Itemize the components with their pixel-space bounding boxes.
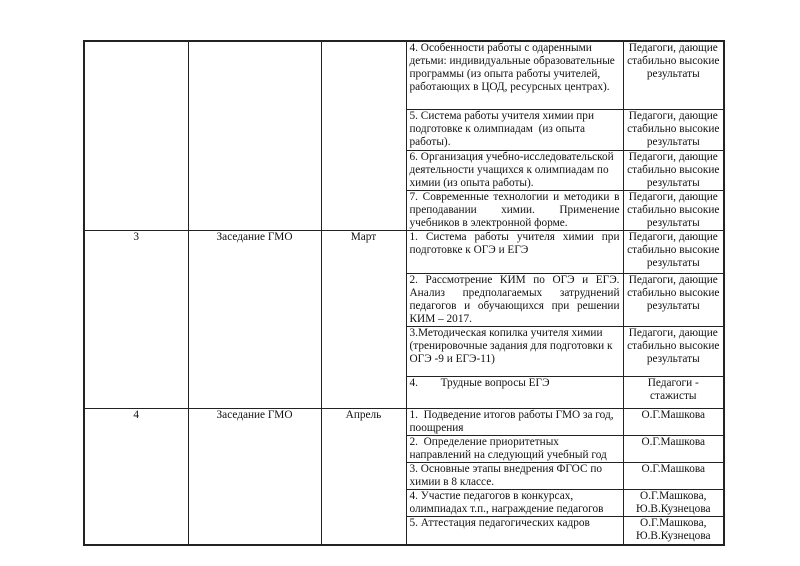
topic-cell: 2. Определение приоритетных направлений на следующий учебный год (406, 435, 623, 462)
topic-cell: 3.Методическая копилка учителя химии (тренировочные задания для подготовки к ОГЭ -9 и ЕГЭ-11) (406, 326, 623, 376)
topic-cell: 3. Основные этапы внедрения ФГОС по химии в 8 классе. (406, 462, 623, 489)
topic-cell: 5. Система работы учителя химии при подготовке к олимпиадам (из опыта работы). (406, 109, 623, 150)
event-cell: Заседание ГМО (188, 408, 321, 545)
month-cell: Март (321, 230, 406, 408)
topic-cell: 1. Подведение итогов работы ГМО за год, поощрения (406, 408, 623, 435)
topic-cell: 7. Современные технологии и методики в преподавании химии. Применение учебников в электронной форме. (406, 190, 623, 230)
responsible-cell: Педагоги, дающие стабильно высокие результаты (623, 150, 724, 190)
responsible-cell: О.Г.Машкова (623, 408, 724, 435)
plan-table (83, 40, 725, 546)
topic-cell: 6. Организация учебно-исследовательской деятельности учащихся к олимпиадам по химии (из опыта работы). (406, 150, 623, 190)
table-row (84, 408, 724, 435)
responsible-cell: Педагоги, дающие стабильно высокие результаты (623, 41, 724, 109)
table-row (84, 230, 724, 273)
responsible-cell: О.Г.Машкова (623, 435, 724, 462)
responsible-cell: О.Г.Машкова, Ю.В.Кузнецова (623, 516, 724, 545)
responsible-cell: О.Г.Машкова (623, 462, 724, 489)
topic-cell: 1. Система работы учителя химии при подготовке к ОГЭ и ЕГЭ (406, 230, 623, 273)
month-cell (321, 41, 406, 230)
responsible-cell: Педагоги, дающие стабильно высокие результаты (623, 273, 724, 326)
topic-cell: 4. Особенности работы с одаренными детьми: индивидуальные образовательные программы (из опыта работы учителей, работающих в ЦОД, ресурсных центрах). (406, 41, 623, 109)
row-number: 3 (84, 230, 188, 408)
topic-cell: 4. Участие педагогов в конкурсах, олимпиадах т.п., награждение педагогов (406, 489, 623, 516)
row-number (84, 41, 188, 230)
topic-cell: 2. Рассмотрение КИМ по ОГЭ и ЕГЭ. Анализ предполагаемых затруднений педагогов и обучающихся при решении КИМ – 2017. (406, 273, 623, 326)
responsible-cell: Педагоги, дающие стабильно высокие результаты (623, 230, 724, 273)
row-number: 4 (84, 408, 188, 545)
topic-cell: 4. Трудные вопросы ЕГЭ (406, 376, 623, 408)
topic-cell: 5. Аттестация педагогических кадров (406, 516, 623, 545)
responsible-cell: О.Г.Машкова, Ю.В.Кузнецова (623, 489, 724, 516)
event-cell (188, 41, 321, 230)
responsible-cell: Педагоги, дающие стабильно высокие результаты (623, 109, 724, 150)
responsible-cell: Педагоги - стажисты (623, 376, 724, 408)
table-row (84, 41, 724, 109)
event-cell: Заседание ГМО (188, 230, 321, 408)
month-cell: Апрель (321, 408, 406, 545)
responsible-cell: Педагоги, дающие стабильно высокие результаты (623, 326, 724, 376)
responsible-cell: Педагоги, дающие стабильно высокие результаты (623, 190, 724, 230)
